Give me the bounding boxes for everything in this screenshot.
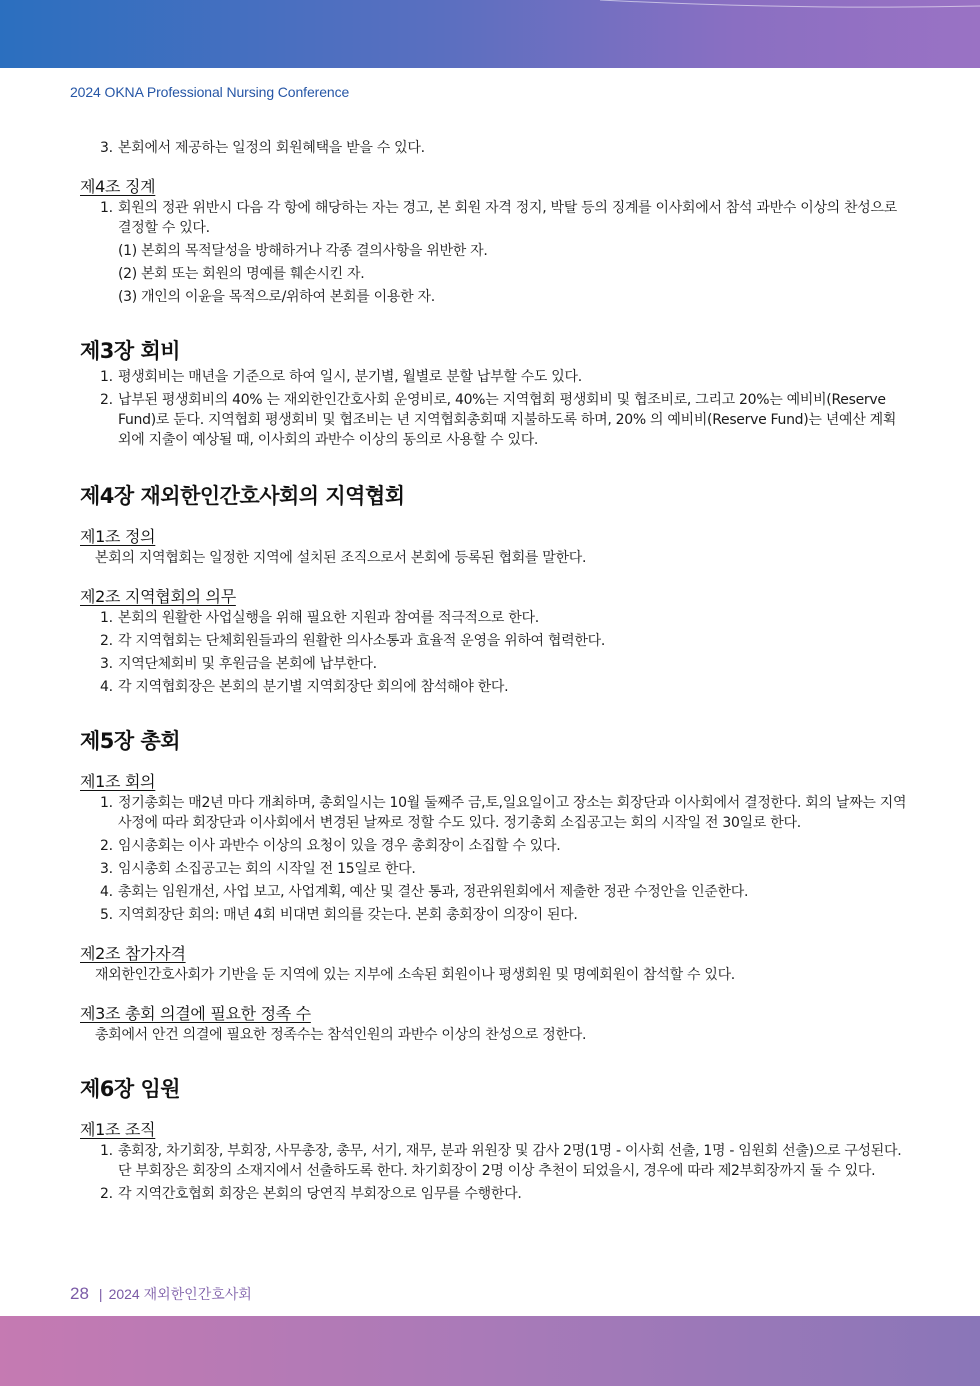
list-item: 1. 회원의 정관 위반시 다음 각 항에 해당하는 자는 경고, 본 회원 자격 정지, 박탈 등의 징계를 이사회에서 참석 과반수 이상의 찬성으로 결정할 수 있다.	[100, 200, 897, 236]
list-item: 1. 총회장, 차기회장, 부회장, 사무총장, 총무, 서기, 재무, 분과 위원장 및 감사 2명(1명 - 이사회 선출, 1명 - 임원회 선출)으로 구성된다. 단 부회장은 회장의 소재지에서 선출하도록 한다. 차기회장이 2명 이상 추천이 되었을시, 경우에 따라 제2부회장까지 둘 수 있다.	[100, 1143, 902, 1179]
page-footer	[70, 1284, 252, 1304]
chapter-heading: 제6장 임원	[80, 1077, 181, 1101]
article-heading: 제2조 지역협회의 의무	[80, 587, 236, 606]
list-item: 4. 각 지역협회장은 본회의 분기별 지역회장단 회의에 참석해야 한다.	[100, 679, 509, 695]
document-body	[80, 136, 910, 1204]
page-number: 28	[70, 1284, 89, 1303]
conference-title: 2024 OKNA Professional Nursing Conference	[70, 84, 350, 100]
list-item: 2. 각 지역협회는 단체회원들과의 원활한 의사소통과 효율적 운영을 위하여 협력한다.	[100, 633, 605, 649]
sub-item: (2) 본회 또는 회원의 명예를 훼손시킨 자.	[118, 266, 365, 282]
list-item: 1. 본회의 원활한 사업실행을 위해 필요한 지원과 참여를 적극적으로 한다.	[100, 610, 539, 626]
chapter-heading: 제4장 재외한인간호사회의 지역협회	[80, 484, 405, 508]
list-item: 3. 임시총회 소집공고는 회의 시작일 전 15일로 한다.	[100, 861, 416, 877]
footer-separator: |	[98, 1286, 103, 1302]
article-text: 재외한인간호사회가 기반을 둔 지역에 있는 지부에 소속된 회원이나 평생회원 및 명예회원이 참석할 수 있다.	[95, 967, 735, 983]
article-text: 본회의 지역협회는 일정한 지역에 설치된 조직으로서 본회에 등록된 협회를 말한다.	[95, 550, 587, 566]
article-heading: 제1조 조직	[80, 1120, 156, 1139]
list-item: 1. 정기총회는 매2년 마다 개최하며, 총회일시는 10월 둘째주 금,토,일요일이고 장소는 회장단과 이사회에서 결정한다. 회의 날짜는 지역사정에 따라 회장단과 이사회에서 변경된 날짜로 정할 수도 있다. 정기총회 소집공고는 회의 시작일 전 30일로 한다.	[100, 795, 907, 831]
list-item: 2. 임시총회는 이사 과반수 이상의 요청이 있을 경우 총회장이 소집할 수 있다.	[100, 838, 561, 854]
article-heading: 제4조 징계	[80, 177, 156, 196]
footer-band	[0, 1316, 980, 1386]
list-item: 3. 본회에서 제공하는 일정의 회원혜택을 받을 수 있다.	[100, 140, 425, 156]
sub-item: (3) 개인의 이윤을 목적으로/위하여 본회를 이용한 자.	[118, 289, 435, 305]
article-text: 총회에서 안건 의결에 필요한 정족수는 참석인원의 과반수 이상의 찬성으로 정한다.	[95, 1027, 587, 1043]
list-item: 4. 총회는 임원개선, 사업 보고, 사업계획, 예산 및 결산 통과, 정관위원회에서 제출한 정관 수정안을 인준한다.	[100, 884, 749, 900]
list-item: 2. 각 지역간호협회 회장은 본회의 당연직 부회장으로 임무를 수행한다.	[100, 1186, 522, 1202]
article-heading: 제1조 정의	[80, 527, 156, 546]
sub-item: (1) 본회의 목적달성을 방해하거나 각종 결의사항을 위반한 자.	[118, 243, 488, 259]
chapter-heading: 제5장 총회	[80, 729, 181, 753]
article-heading: 제2조 참가자격	[80, 944, 186, 963]
list-item: 5. 지역회장단 회의: 매년 4회 비대면 회의를 갖는다. 본회 총회장이 의장이 된다.	[100, 907, 578, 923]
header-decoration	[0, 0, 980, 68]
article-heading: 제1조 회의	[80, 772, 156, 791]
footer-org: 2024 재외한인간호사회	[108, 1286, 252, 1302]
article-heading: 제3조 총회 의결에 필요한 정족 수	[80, 1004, 311, 1023]
list-item: 3. 지역단체회비 및 후원금을 본회에 납부한다.	[100, 656, 377, 672]
chapter-heading: 제3장 회비	[80, 339, 181, 363]
header-band	[0, 0, 980, 68]
list-item: 2. 납부된 평생회비의 40% 는 재외한인간호사회 운영비로, 40%는 지역협회 평생회비 및 협조비로, 그리고 20%는 예비비(Reserve Fund)로 둔다. 지역협회 평생회비 및 협조비는 년 지역협회총회때 지불하도록 하며, 20% 의 예비비(Reserve Fund)는 년예산 계획 외에 지출이 예상될 때, 이사회의 과반수 이상의 동의로 사용할 수 있다.	[100, 392, 897, 448]
list-item: 1. 평생회비는 매년을 기준으로 하여 일시, 분기별, 월별로 분할 납부할 수도 있다.	[100, 369, 582, 385]
